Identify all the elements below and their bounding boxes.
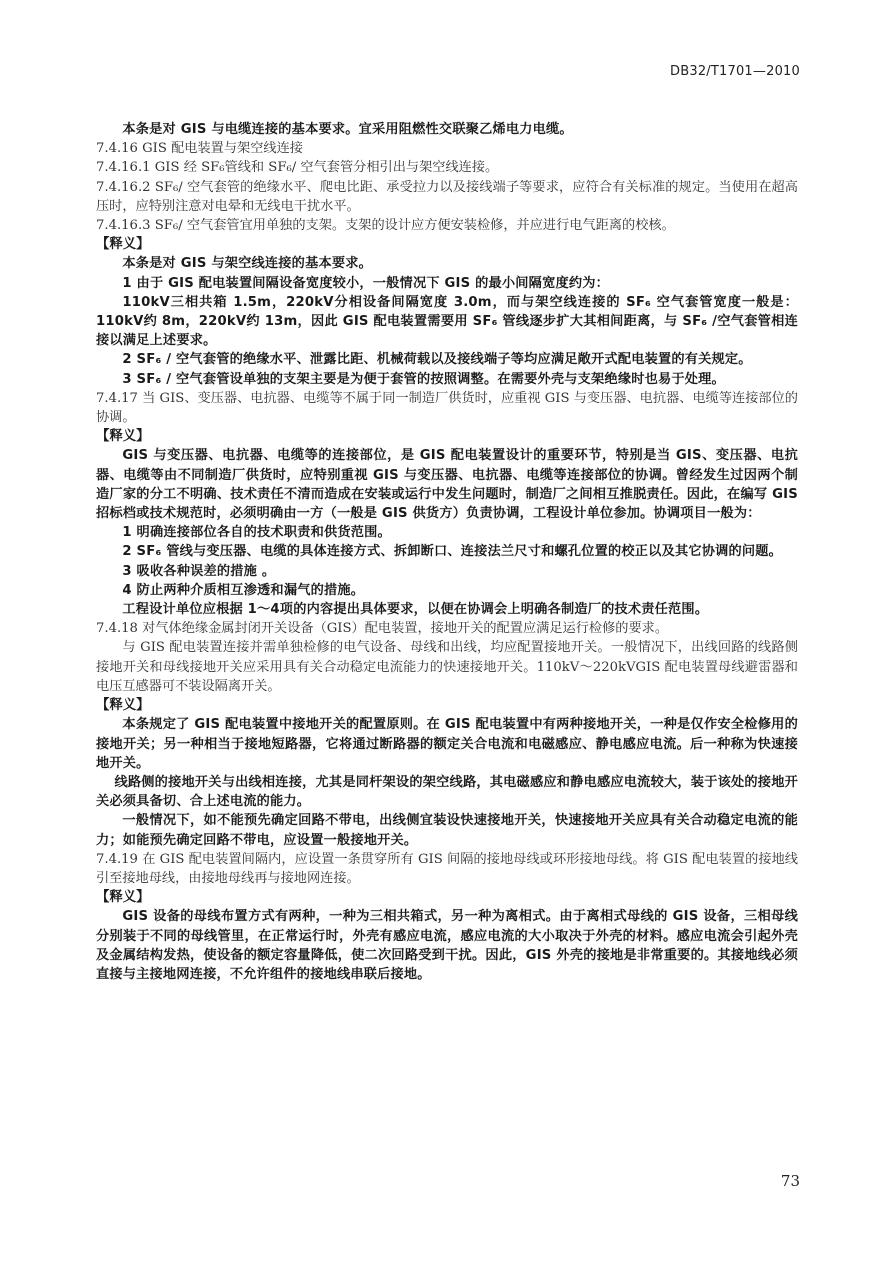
page-number: 73 bbox=[780, 1172, 800, 1190]
paragraph: 7.4.19 在 GIS 配电装置间隔内，应设置一条贯穿所有 GIS 间隔的接地母线或环形接地母线。将 GIS 配电装置的接地线引至接地母线，由接地母线再与接地网连接。 bbox=[96, 851, 798, 886]
paragraph: 7.4.18 对气体绝缘金属封闭开关设备（GIS）配电装置，接地开关的配置应满足运行检修的要求。 bbox=[96, 621, 669, 637]
paragraph: 7.4.16.1 GIS 经 SF₆管线和 SF₆/ 空气套管分相引出与架空线连接。 bbox=[96, 160, 499, 176]
page-body bbox=[96, 120, 798, 984]
section-note-heading: 【释义】 bbox=[96, 237, 150, 253]
paragraph: 2 SF₆ / 空气套管的绝缘水平、泄露比距、机械荷载以及接线端子等均应满足敞开式配电装置的有关规定。 bbox=[122, 352, 752, 368]
paragraph: 110kV三相共箱 1.5m，220kV分相设备间隔宽度 3.0m，而与架空线连接的 SF₆ 空气套管宽度一般是：110kV约 8m，220kV约 13m，因此 GIS 配电装置需要用 SF₆ 管线逐步扩大其相间距离，与 SF₆ /空气套管相连接以满足上述要求。 bbox=[96, 294, 798, 349]
paragraph: 4 防止两种介质相互渗透和漏气的措施。 bbox=[122, 582, 365, 598]
section-note-heading: 【释义】 bbox=[96, 698, 150, 714]
paragraph: 2 SF₆ 管线与变压器、电缆的具体连接方式、拆卸断口、连接法兰尺寸和螺孔位置的校正以及其它协调的问题。 bbox=[122, 544, 783, 560]
paragraph: 线路侧的接地开关与出线相连接，尤其是同杆架设的架空线路，其电磁感应和静电感应电流较大，装于该处的接地开关必须具备切、合上述电流的能力。 bbox=[96, 774, 798, 810]
paragraph: 7.4.17 当 GIS、变压器、电抗器、电缆等不属于同一制造厂供货时，应重视 GIS 与变压器、电抗器、电缆等连接部位的协调。 bbox=[96, 390, 798, 426]
paragraph: 本条规定了 GIS 配电装置中接地开关的配置原则。在 GIS 配电装置中有两种接地开关，一种是仅作安全检修用的接地开关；另一种相当于接地短路器，它将通过断路器的额定关合电流和电磁感应、静电感应电流。后一种称为快速接地开关。 bbox=[96, 717, 798, 771]
paragraph: GIS 设备的母线布置方式有两种，一种为三相共箱式，另一种为离相式。由于离相式母线的 GIS 设备，三相母线分别装于不同的母线管里，在正常运行时，外壳有感应电流，感应电流的大小取决于外壳的材料。感应电流会引起外壳及金属结构发热，使设备的额定容量降低，使二次回路受到干扰。因此，GIS 外壳的接地是非常重要的。其接地线必须直接与主接地网连接，不允许组件的接地线串联后接地。 bbox=[96, 909, 798, 982]
paragraph: 1 明确连接部位各自的技术职责和供货范围。 bbox=[122, 525, 391, 541]
paragraph: 工程设计单位应根据 1～4项的内容提出具体要求，以便在协调会上明确各制造厂的技术责任范围。 bbox=[122, 602, 709, 618]
paragraph: 7.4.16.3 SF₆/ 空气套管宜用单独的支架。支架的设计应方便安装检修，并应进行电气距离的校核。 bbox=[96, 218, 675, 234]
document-code: DB32/T1701—2010 bbox=[670, 64, 800, 79]
paragraph: 3 吸收各种误差的措施 。 bbox=[122, 563, 276, 579]
paragraph: 3 SF₆ / 空气套管设单独的支架主要是为便于套管的按照调整。在需要外壳与支架绝缘时也易于处理。 bbox=[122, 371, 725, 387]
paragraph: 本条是对 GIS 与电缆连接的基本要求。宜采用阻燃性交联聚乙烯电力电缆。 bbox=[122, 122, 573, 137]
paragraph: 7.4.16 GIS 配电装置与架空线连接 bbox=[96, 141, 303, 157]
paragraph: 7.4.16.2 SF₆/ 空气套管的绝缘水平、爬电比距、承受拉力以及接线端子等要求，应符合有关标准的规定。当使用在超高压时，应特别注意对电晕和无线电干扰水平。 bbox=[96, 179, 798, 214]
section-note-heading: 【释义】 bbox=[96, 890, 150, 906]
section-note-heading: 【释义】 bbox=[96, 429, 150, 445]
paragraph: GIS 与变压器、电抗器、电缆等的连接部位，是 GIS 配电装置设计的重要环节，特别是当 GIS、变压器、电抗器、电缆等由不同制造厂供货时，应特别重视 GIS 与变压器、电抗器、电缆等连接部位的协调。曾经发生过因两个制造厂家的分工不明确、技术责任不清而造成在安装或运行中发生问题时，制造厂之间相互推脱责任。因此，在编写 GIS 招标档或技术规范时，必须明确由一方（一般是 GIS 供货方）负责协调，工程设计单位参加。协调项目一般为： bbox=[96, 448, 798, 522]
paragraph: 1 由于 GIS 配电装置间隔设备宽度较小，一般情况下 GIS 的最小间隔宽度约为： bbox=[122, 275, 610, 291]
paragraph: 本条是对 GIS 与架空线连接的基本要求。 bbox=[122, 256, 373, 272]
paragraph: 与 GIS 配电装置连接并需单独检修的电气设备、母线和出线，均应配置接地开关。一般情况下，出线回路的线路侧接地开关和母线接地开关应采用具有关合动稳定电流能力的快速接地开关。110kV～220kVGIS 配电装置母线避雷器和电压互感器可不装设隔离开关。 bbox=[96, 640, 798, 694]
paragraph: 一般情况下，如不能预先确定回路不带电，出线侧宜装设快速接地开关，快速接地开关应具有关合动稳定电流的能力；如能预先确定回路不带电，应设置一般接地开关。 bbox=[96, 813, 798, 848]
